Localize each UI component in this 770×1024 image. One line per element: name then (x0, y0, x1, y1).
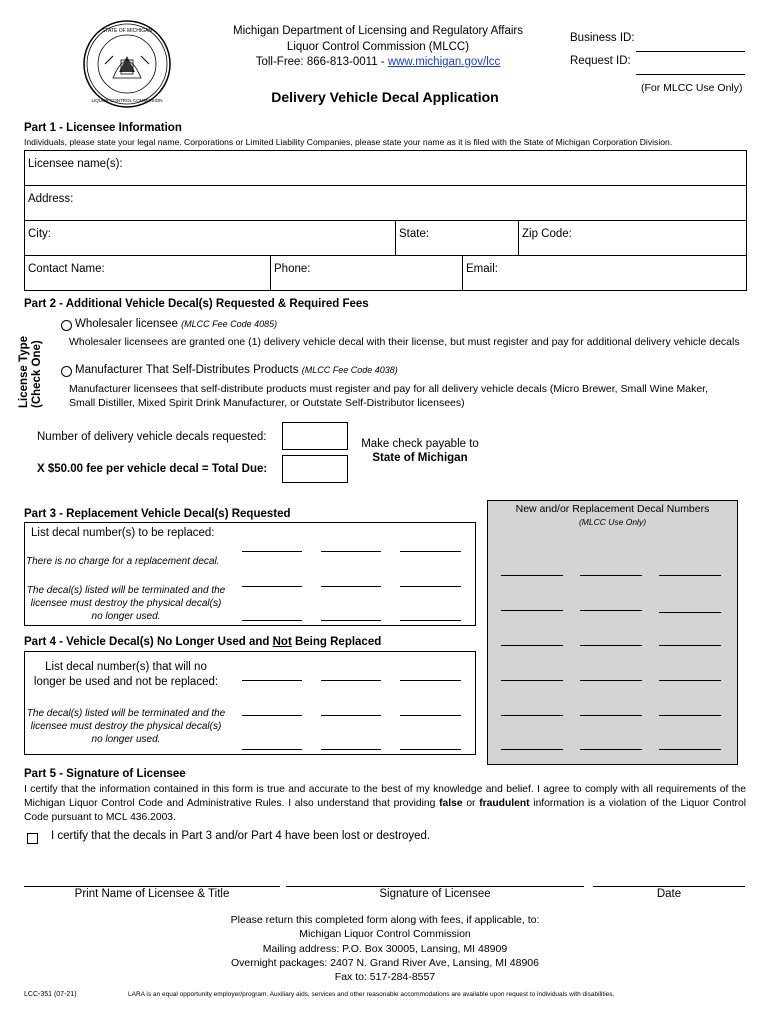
mlcc-box-subtitle: (MLCC Use Only) (578, 517, 647, 527)
part3-decal-line[interactable] (400, 620, 461, 621)
part4-decal-line[interactable] (400, 749, 461, 750)
agency-name: Michigan Department of Licensing and Regulatory Affairs (232, 25, 523, 37)
signature-line[interactable] (286, 886, 584, 887)
part4-termination-note: The decal(s) listed will be terminated and the licensee must destroy the physical decal(s) no longer used. (26, 708, 226, 745)
part3-heading: Part 3 - Replacement Vehicle Decal(s) Requested (24, 508, 291, 520)
state-seal-image (83, 20, 171, 108)
part3-no-charge-note: There is no charge for a replacement decal. (26, 556, 220, 567)
wholesaler-radio[interactable] (61, 320, 72, 331)
part3-termination-note: The decal(s) listed will be terminated and the licensee must destroy the physical decal(s) no longer used. (26, 585, 226, 622)
part4-decal-line[interactable] (321, 680, 381, 681)
total-due-input[interactable] (282, 455, 348, 483)
licensee-name-field[interactable]: Licensee name(s): (28, 158, 123, 170)
part3-decal-line[interactable] (242, 586, 302, 587)
payable-note: Make check payable to State of Michigan (361, 438, 479, 464)
lost-destroyed-label: I certify that the decals in Part 3 and/or Part 4 have been lost or destroyed. (51, 830, 431, 842)
part3-decal-line[interactable] (400, 586, 461, 587)
part4-decal-line[interactable] (321, 715, 381, 716)
decal-count-input[interactable] (282, 422, 348, 450)
city-field[interactable]: City: (28, 228, 51, 240)
business-id-field[interactable] (636, 51, 745, 52)
lara-notice: LARA is an equal opportunity employer/program. Auxiliary aids, services and other reasonable accommodations are available upon request to individuals with disabilities. (128, 991, 615, 998)
fee-total-label: X $50.00 fee per vehicle decal = Total Due: (37, 463, 268, 475)
print-name-line[interactable] (24, 886, 280, 887)
request-id-label: Request ID: (570, 55, 631, 67)
zip-field[interactable]: Zip Code: (522, 228, 572, 240)
state-field[interactable]: State: (399, 228, 430, 240)
request-id-field[interactable] (636, 74, 745, 75)
part4-heading: Part 4 - Vehicle Decal(s) No Longer Used and Not Being Replaced (24, 636, 382, 648)
svg-text:STATE OF MICHIGAN: STATE OF MICHIGAN (101, 28, 153, 34)
contact-name-field[interactable]: Contact Name: (28, 263, 105, 275)
wholesaler-option: Wholesaler licensee (MLCC Fee Code 4085) (75, 318, 278, 330)
part4-decal-line[interactable] (321, 749, 381, 750)
svg-text:LIQUOR CONTROL COMMISSION: LIQUOR CONTROL COMMISSION (91, 98, 163, 103)
mlcc-use-note: (For MLCC Use Only) (641, 82, 743, 94)
part4-decal-line[interactable] (242, 715, 302, 716)
mlcc-box-title: New and/or Replacement Decal Numbers (515, 503, 710, 515)
address-field[interactable]: Address: (28, 193, 74, 205)
date-line[interactable] (593, 886, 745, 887)
license-type-vertical-label: License Type (Check One) (18, 335, 43, 408)
phone-field[interactable]: Phone: (274, 263, 311, 275)
header-block (200, 24, 556, 71)
business-id-label: Business ID: (570, 32, 635, 44)
signature-label: Signature of Licensee (379, 888, 491, 900)
part2-heading: Part 2 - Additional Vehicle Decal(s) Requested & Required Fees (24, 298, 369, 310)
part1-heading: Part 1 - Licensee Information (24, 122, 182, 134)
part3-decal-line[interactable] (321, 620, 381, 621)
part3-list-label: List decal number(s) to be replaced: (31, 527, 215, 539)
return-instructions: Please return this completed form along with fees, if applicable, to: Michigan Liquor Control Commission Mailing address: P.O. Box 30005, Lansing, MI 48909 Overnight packages: 2407 N. Grand River Ave, Lansing, MI 48906 Fax to: 517-284-8557 (230, 914, 540, 984)
lost-destroyed-checkbox[interactable] (27, 833, 38, 844)
part3-decal-line[interactable] (321, 551, 381, 552)
part4-list-label: List decal number(s) that will no longer be used and not be replaced: (33, 661, 219, 688)
form-id: LCC-351 (07-21) (24, 991, 77, 998)
part3-decal-line[interactable] (321, 586, 381, 587)
part4-decal-line[interactable] (242, 680, 302, 681)
part3-decal-line[interactable] (242, 551, 302, 552)
email-field[interactable]: Email: (466, 263, 498, 275)
website-link[interactable]: www.michigan.gov/lcc (387, 56, 501, 68)
decal-count-label: Number of delivery vehicle decals requested: (37, 431, 267, 443)
commission-name: Liquor Control Commission (MLCC) (286, 40, 470, 53)
part1-note: Individuals, please state your legal name. Corporations or Limited Liability Companies, please state your name as it is filed with the State of Michigan Corporation Division. (24, 137, 673, 147)
contact-line: Toll-Free: 866-813-0011 - www.michigan.gov/lcc (255, 56, 501, 68)
manufacturer-radio[interactable] (61, 366, 72, 377)
print-name-label: Print Name of Licensee & Title (74, 888, 230, 900)
certification-text: I certify that the information contained in this form is true and accurate to the best of my knowledge and belief. I agree to comply with all requirements of the Michigan Liquor Control Code and Administrative Rules. I also understand that providing false or fraudulent information is a violation of the Liquor Control Code pursuant to MCL 436.2003. (24, 784, 746, 823)
wholesaler-description: Wholesaler licensees are granted one (1) delivery vehicle decal with their license, but must register and pay for additional delivery vehicle decals (69, 336, 740, 348)
form-title: Delivery Vehicle Decal Application (271, 89, 499, 105)
part4-decal-line[interactable] (400, 715, 461, 716)
date-label: Date (656, 888, 682, 900)
manufacturer-option: Manufacturer That Self-Distributes Products (MLCC Fee Code 4038) (75, 364, 398, 376)
part3-decal-line[interactable] (242, 620, 302, 621)
part5-heading: Part 5 - Signature of Licensee (24, 768, 186, 780)
part4-decal-line[interactable] (400, 680, 461, 681)
mlcc-decal-numbers-box (487, 500, 738, 765)
part3-decal-line[interactable] (400, 551, 461, 552)
part4-decal-line[interactable] (242, 749, 302, 750)
manufacturer-description: Manufacturer licensees that self-distribute products must register and pay for all delivery vehicle decals (Micro Brewer, Small Wine Maker, Small Distiller, Mixed Spirit Drink Manufacturer, or Outstate Self-Distributor licensees) (69, 383, 709, 409)
